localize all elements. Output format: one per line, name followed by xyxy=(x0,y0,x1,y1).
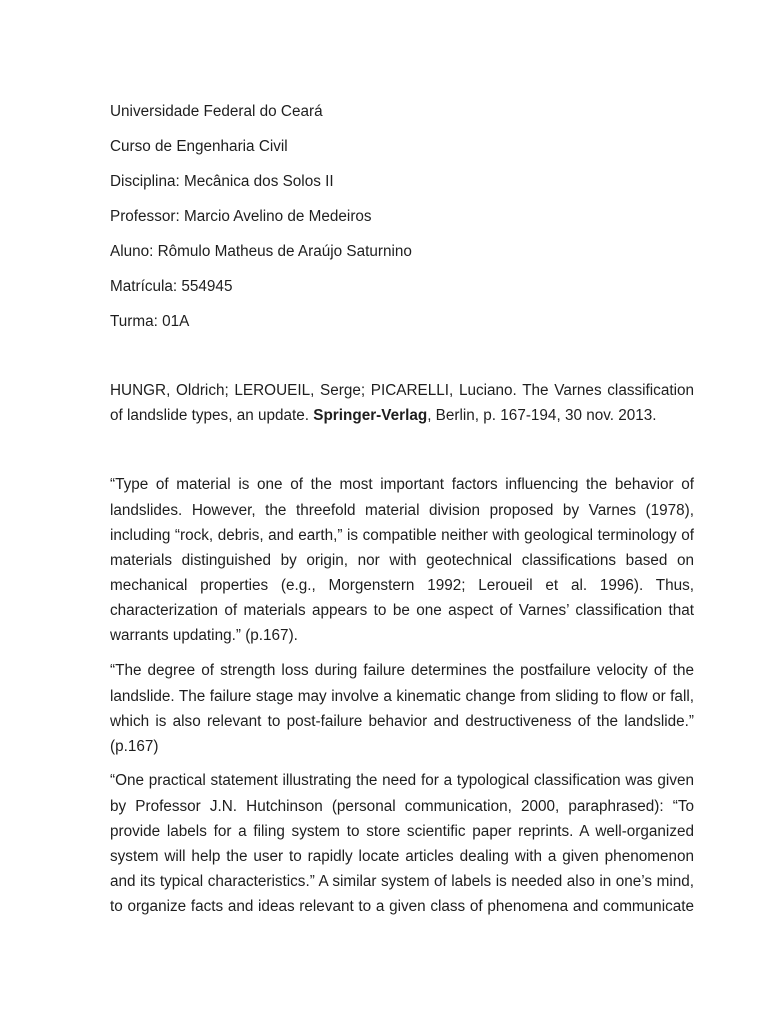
quote-line: provide labels for a filing system to store scientific paper reprints. A well-organized xyxy=(110,822,694,840)
reference-line: HUNGR, Oldrich; LEROUEIL, Serge; PICARELLI, Luciano. The Varnes classification xyxy=(110,381,694,399)
header-student: Aluno: Rômulo Matheus de Araújo Saturnino xyxy=(110,243,412,260)
reference-text: of landslide types, an update. xyxy=(110,406,314,424)
header-professor: Professor: Marcio Avelino de Medeiros xyxy=(110,208,372,225)
quote-line: warrants updating.” (p.167). xyxy=(110,627,298,645)
header-course: Curso de Engenharia Civil xyxy=(110,138,288,155)
quote-line: and its typical characteristics.” A similar system of labels is needed also in one’s mind, xyxy=(110,873,694,891)
reference-line xyxy=(110,403,694,428)
bibliographic-reference xyxy=(110,378,694,428)
header-discipline: Disciplina: Mecânica dos Solos II xyxy=(110,173,334,190)
quote-line: “Type of material is one of the most important factors influencing the behavior of xyxy=(110,476,694,494)
reference-publisher: Springer-Verlag xyxy=(313,406,428,424)
quote-line: characterization of materials appears to be one aspect of Varnes’ classification that xyxy=(110,602,694,620)
reference-text: , Berlin, p. 167-194, 30 nov. 2013. xyxy=(427,406,657,424)
quote-line: landslides. However, the threefold material division proposed by Varnes (1978), xyxy=(110,501,694,519)
quote-line: “One practical statement illustrating the need for a typological classification was given xyxy=(110,772,694,790)
quote-line: system will help the user to rapidly locate articles dealing with a given phenomenon xyxy=(110,847,694,865)
quote-paragraph xyxy=(110,472,694,648)
quote-line: mechanical properties (e.g., Morgenstern 1992; Leroueil et al. 1996). Thus, xyxy=(110,577,694,595)
quote-line: “The degree of strength loss during failure determines the postfailure velocity of the xyxy=(110,662,694,680)
quote-paragraph xyxy=(110,768,694,919)
document-header xyxy=(110,94,694,339)
quote-line: by Professor J.N. Hutchinson (personal communication, 2000, paraphrased): “To xyxy=(110,797,694,815)
header-registration: Matrícula: 554945 xyxy=(110,278,233,295)
quote-line: materials distinguished by origin, nor with geotechnical classifications based on xyxy=(110,551,694,569)
header-class: Turma: 01A xyxy=(110,313,190,330)
header-university: Universidade Federal do Ceará xyxy=(110,103,323,120)
quote-line: (p.167) xyxy=(110,737,159,755)
quote-line: including “rock, debris, and earth,” is compatible neither with geological terminology of xyxy=(110,526,694,544)
quote-paragraph xyxy=(110,658,694,759)
quote-line: which is also relevant to post-failure behavior and destructiveness of the landslide.” xyxy=(110,712,694,730)
quote-line: landslide. The failure stage may involve a kinematic change from sliding to flow or fall, xyxy=(110,687,694,705)
quote-line: to organize facts and ideas relevant to a given class of phenomena and communicate xyxy=(110,898,694,916)
